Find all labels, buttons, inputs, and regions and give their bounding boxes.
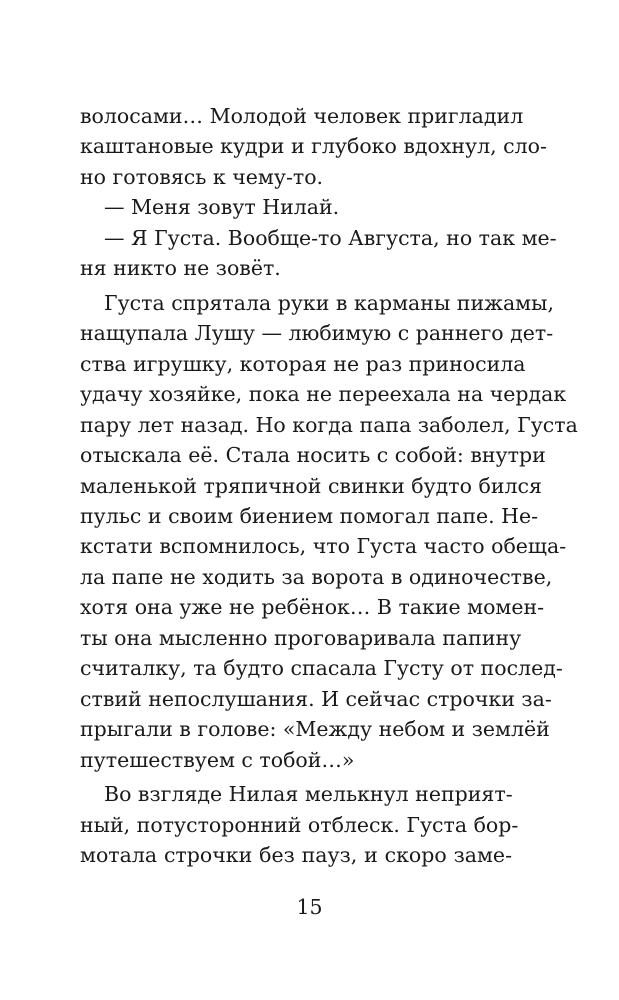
page-number: 15: [296, 895, 323, 919]
text-line: прыгали в голове: «Между небом и землёй: [80, 717, 550, 742]
text-line: нащупала Лушу — любимую с раннего дет-: [80, 321, 554, 345]
text-line: считалку, та будто спасала Густу от послед-: [80, 656, 563, 681]
text-line: пульс и своим биением помогал папе. Не-: [80, 503, 539, 528]
text-line: кстати вспомнилось, что Густа часто обеща-: [80, 534, 567, 559]
text-line: ты она мысленно проговаривала папину: [80, 625, 522, 650]
text-line: ня никто не зовёт.: [80, 256, 281, 281]
text-line: — Меня зовут Нилай.: [104, 195, 340, 220]
text-line: пару лет назад. Но когда папа заболел, Густа: [80, 412, 578, 437]
text-line: Густа спрятала руки в карманы пижамы,: [104, 290, 554, 315]
text-line: волосами… Молодой человек пригладил: [80, 104, 524, 128]
text-line: маленькой тряпичной свинки будто бился: [80, 473, 542, 498]
text-line: Во взгляде Нилая мелькнул неприят-: [104, 782, 513, 806]
text-line: каштановые кудри и глубоко вдохнул, сло-: [80, 134, 547, 159]
text-line: мотала строчки без пауз, и скоро заме-: [80, 843, 512, 867]
text-line: хотя она уже не ребёнок… В такие момен-: [80, 595, 545, 620]
text-line: — Я Густа. Вообще-то Августа, но так ме-: [104, 225, 557, 250]
text-line: отыскала её. Стала носить с собой: внутри: [80, 443, 546, 467]
text-line: ный, потусторонний отблеск. Густа бор-: [80, 812, 519, 837]
text-line: ла папе не ходить за ворота в одиночестве,: [80, 564, 553, 589]
text-line: но готовясь к чему-то.: [80, 164, 324, 189]
text-line: удачу хозяйке, пока не переехала на чердак: [80, 382, 567, 406]
text-line: ства игрушку, которая не раз приносила: [80, 351, 526, 376]
text-line: путешествуем с тобой…»: [80, 747, 355, 772]
text-line: ствий непослушания. И сейчас строчки за-: [80, 686, 552, 711]
